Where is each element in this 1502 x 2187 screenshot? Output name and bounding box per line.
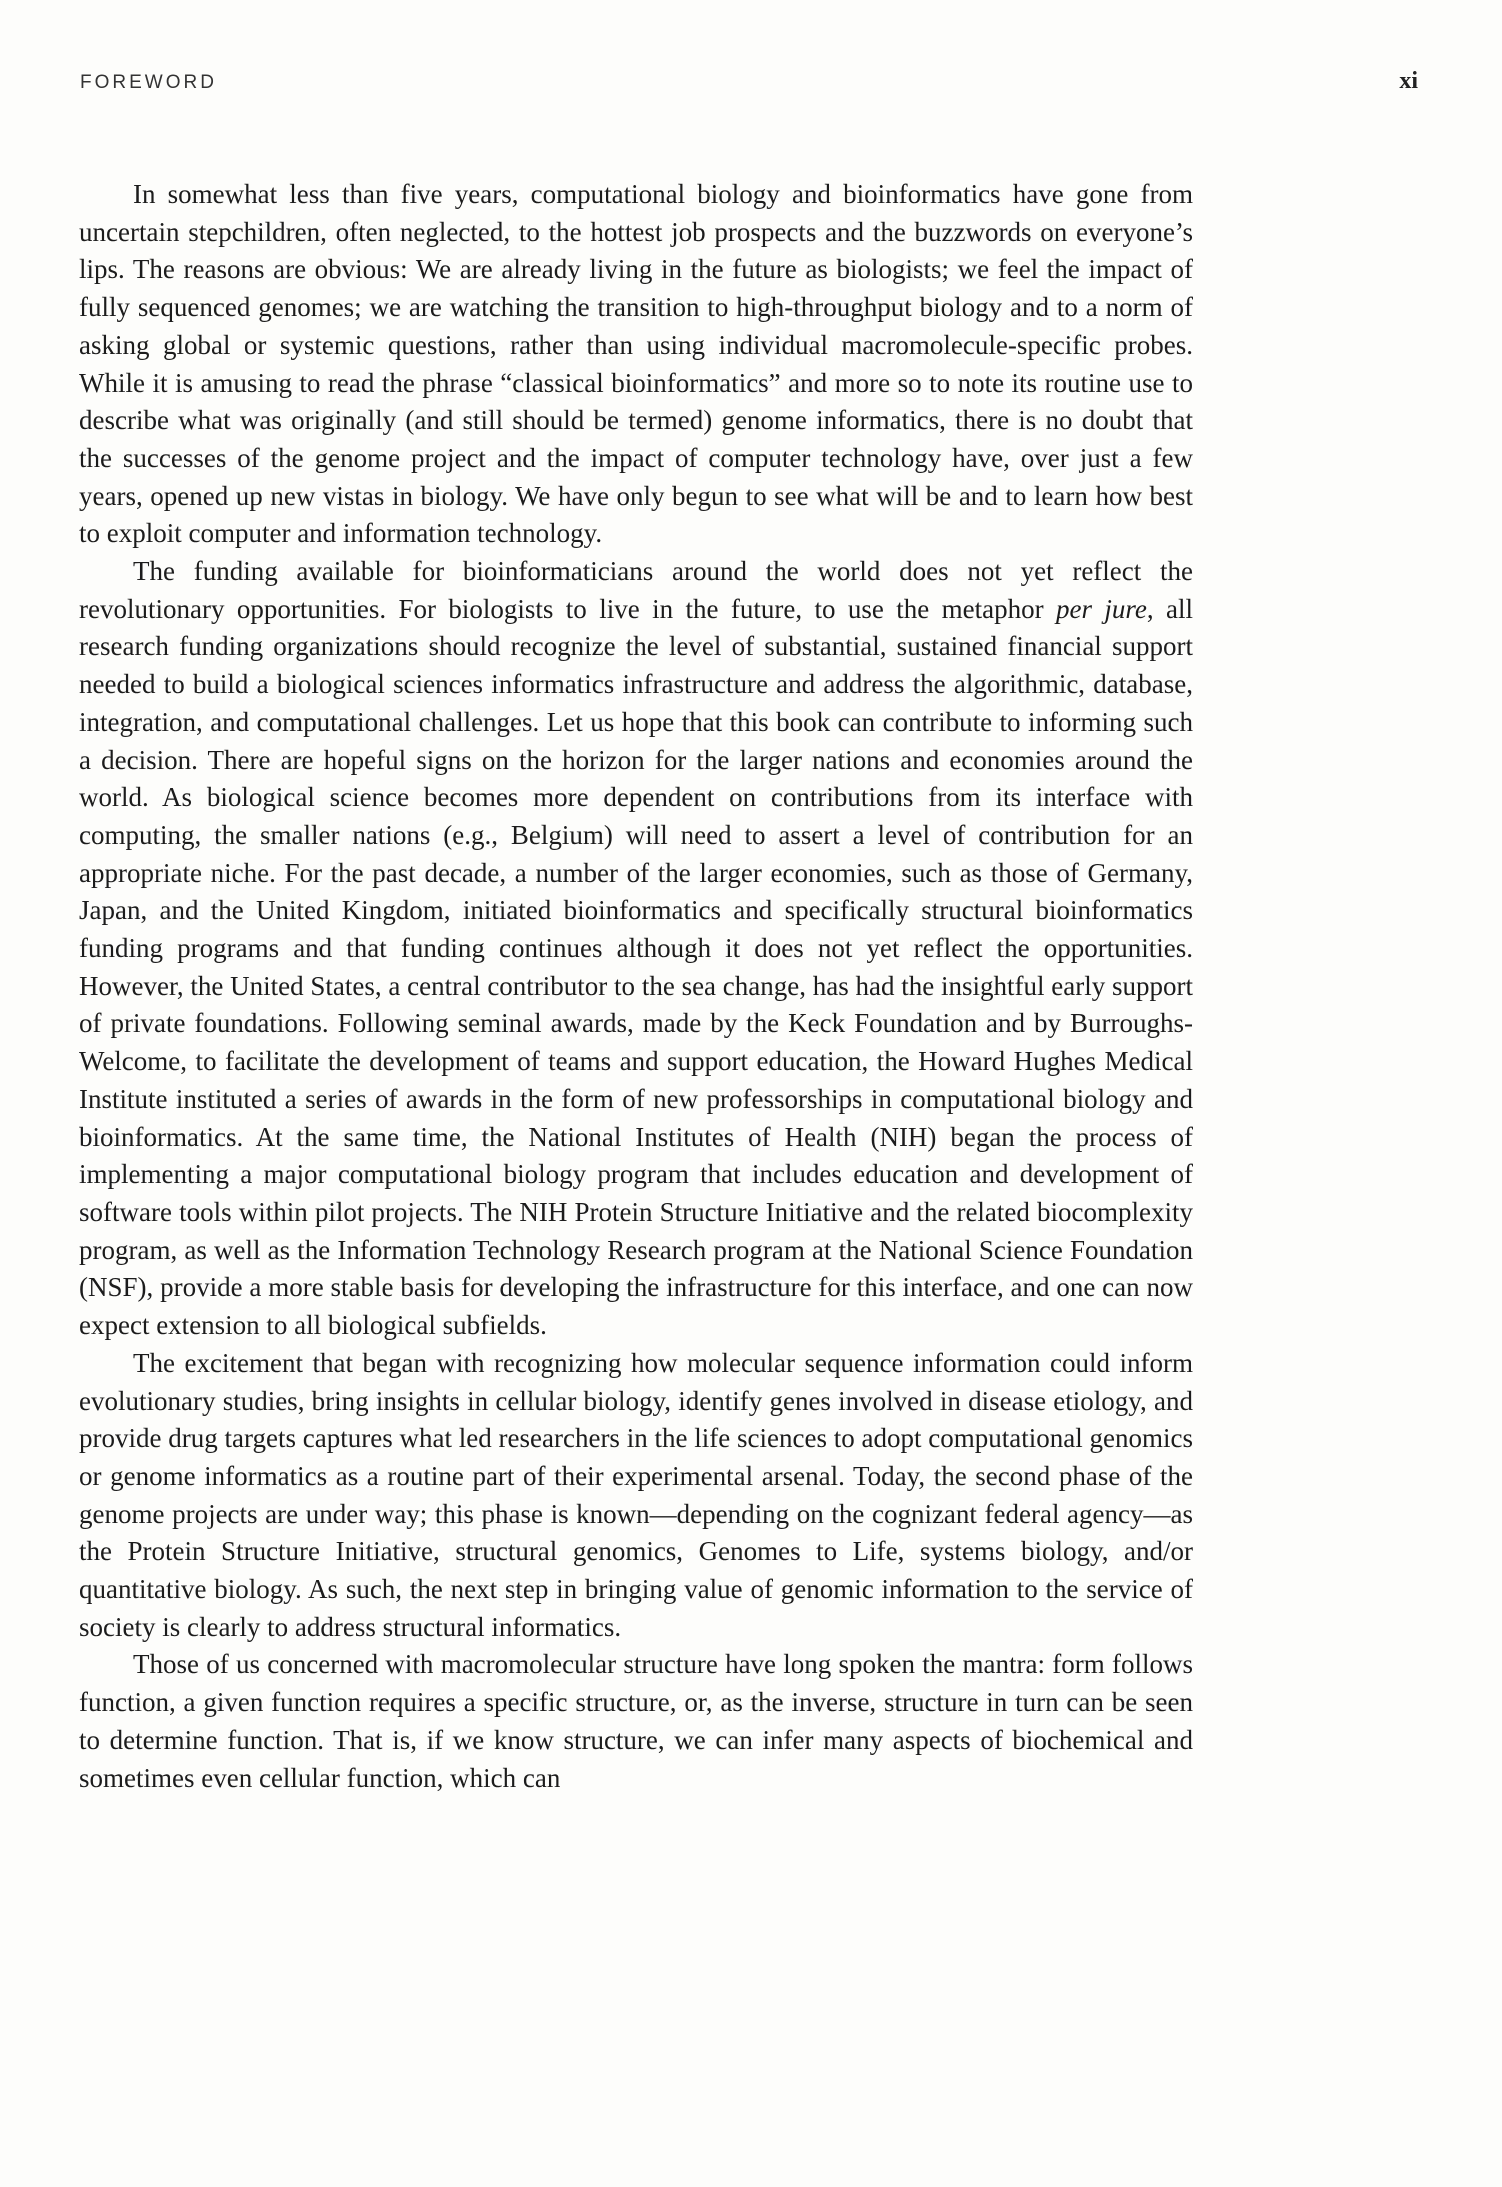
running-head: FOREWORD xyxy=(80,72,217,93)
latin-phrase: per jure xyxy=(1055,593,1147,624)
paragraph-2 xyxy=(79,553,1193,1345)
page-number: xi xyxy=(1399,68,1418,94)
paragraph-2-text-after: , all research funding organizations should recognize the level of substantial, sustained financial support needed to build a biological sciences informatics infrastructure and address the algorithmic, database, integration, and computational challenges. Let us hope that this book can contribute to informing such a decision. There are hopeful signs on the horizon for the larger nations and economies around the world. As biological science becomes more dependent on contributions from its interface with computing, the smaller nations (e.g., Belgium) will need to assert a level of contribution for an appropriate niche. For the past decade, a number of the larger economies, such as those of Germany, Japan, and the United Kingdom, initiated bioinformatics and specifically structural bioinformatics funding programs and that funding continues although it does not yet reflect the opportunities. However, the United States, a central contributor to the sea change, has had the insightful early support of private foundations. Following seminal awards, made by the Keck Foundation and by Burroughs-Welcome, to facilitate the development of teams and support education, the Howard Hughes Medical Institute instituted a series of awards in the form of new professorships in computational biology and bioinformatics. At the same time, the National Institutes of Health (NIH) began the process of implementing a major computational biology program that includes education and development of software tools within pilot projects. The NIH Protein Structure Initiative and the related biocomplexity program, as well as the Information Technology Research program at the National Science Foundation (NSF), provide a more stable basis for developing the infrastructure for this interface, and one can now expect extension to all biological subfields. xyxy=(79,593,1194,1341)
body-text xyxy=(79,176,1193,1797)
paragraph-4: Those of us concerned with macromolecular structure have long spoken the mantra: form follows function, a given function requires a specific structure, or, as the inverse, structure in turn can be seen to determine function. That is, if we know structure, we can infer many aspects of biochemical and sometimes even cellular function, which can xyxy=(79,1649,1193,1793)
paragraph-3: The excitement that began with recognizing how molecular sequence information could inform evolutionary studies, bring insights in cellular biology, identify genes involved in disease etiology, and provide drug targets captures what led researchers in the life sciences to adopt computational genomics or genome informatics as a routine part of their experimental arsenal. Today, the second phase of the genome projects are under way; this phase is known—depending on the cognizant federal agency—as the Protein Structure Initiative, structural genomics, Genomes to Life, systems biology, and/or quantitative biology. As such, the next step in bringing value of genomic information to the service of society is clearly to address structural informatics. xyxy=(79,1347,1193,1642)
paragraph-2-text-before: The funding available for bioinformaticians around the world does not yet reflect the revolutionary opportunities. For biologists to live in the future, to use the metaphor xyxy=(79,556,1193,624)
paragraph-1: In somewhat less than five years, computational biology and bioinformatics have gone from uncertain stepchildren, often neglected, to the hottest job prospects and the buzzwords on everyone’s lips. The reasons are obvious: We are already living in the future as biologists; we feel the impact of fully sequenced genomes; we are watching the transition to high-throughput biology and to a norm of asking global or systemic questions, rather than using individual macromolecule-specific probes. While it is amusing to read the phrase “classical bioinformatics” and more so to note its routine use to describe what was originally (and still should be termed) genome informatics, there is no doubt that the successes of the genome project and the impact of computer technology have, over just a few years, opened up new vistas in biology. We have only begun to see what will be and to learn how best to exploit computer and information technology. xyxy=(79,179,1193,549)
